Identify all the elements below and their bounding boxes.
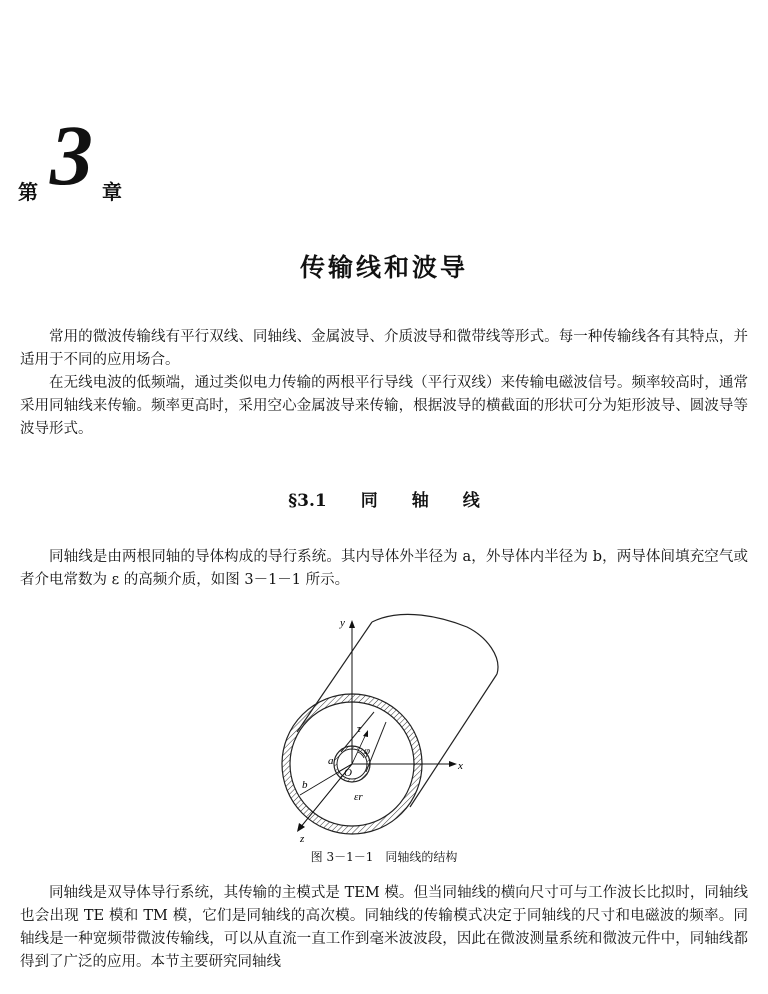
coax-figure — [262, 612, 520, 844]
label-x: x — [458, 760, 463, 772]
chapter-heading — [18, 107, 158, 204]
tube-far-end — [372, 614, 498, 674]
section-title-char-3: 线 — [462, 491, 480, 511]
label-eps: εr — [354, 791, 363, 803]
body-paragraph: 同轴线是双导体导行系统，其传输的主模式是 TEM 模。但当同轴线的横向尺寸可与工作波长比拟时，同轴线也会出现 TE 模和 TM 模，它们是同轴线的高次模。同轴线的传输模式决定于同轴线的尺寸和电磁波的频率。同轴线是一种宽频带微波传输线，可以从直流一直工作到毫米波波段，因此在微波测量系统和微波元件中，同轴线都得到了广泛的应用。本节主要研究同轴线 — [20, 885, 748, 970]
section-title-char-1: 同 — [360, 491, 378, 511]
coax-diagram — [262, 612, 520, 844]
label-z: z — [300, 833, 305, 844]
intro-paragraph-2: 在无线电波的低频端，通过类似电力传输的两根平行导线（平行双线）来传输电磁波信号。频率较高时，通常采用同轴线来传输。频率更高时，采用空心金属波导来传输，根据波导的横截面的形状可分为矩形波导、圆波导等波导形式。 — [20, 375, 748, 437]
section-heading — [0, 486, 768, 511]
section-text — [20, 546, 748, 592]
chapter-title: 传输线和波导 — [299, 253, 468, 282]
label-tau: τ — [357, 723, 361, 735]
label-y: y — [340, 617, 345, 629]
body-text — [20, 882, 748, 974]
chapter-prefix: 第 — [18, 180, 38, 204]
label-o: O — [344, 767, 352, 779]
section-paragraph: 同轴线是由两根同轴的导体构成的导行系统。其内导体外半径为 a，外导体内半径为 b，两导体间填充空气或者介电常数为 ε 的高频介质，如图 3－1－1 所示。 — [20, 549, 748, 588]
intro-paragraph-1: 常用的微波传输线有平行双线、同轴线、金属波导、介质波导和微带线等形式。每一种传输线各有其特点，并适用于不同的应用场合。 — [20, 329, 748, 368]
section-number: §3.1 — [288, 491, 327, 511]
chapter-number: 3 — [50, 107, 93, 203]
label-b: b — [302, 779, 308, 791]
figure-caption: 图 3－1－1 同轴线的结构 — [310, 850, 458, 864]
section-title-char-2: 轴 — [411, 491, 429, 511]
chapter-suffix: 章 — [102, 180, 122, 204]
label-phi: φ — [364, 745, 371, 757]
label-a: a — [328, 755, 334, 767]
intro-text — [20, 326, 748, 441]
tube-bottom-edge — [410, 674, 497, 807]
